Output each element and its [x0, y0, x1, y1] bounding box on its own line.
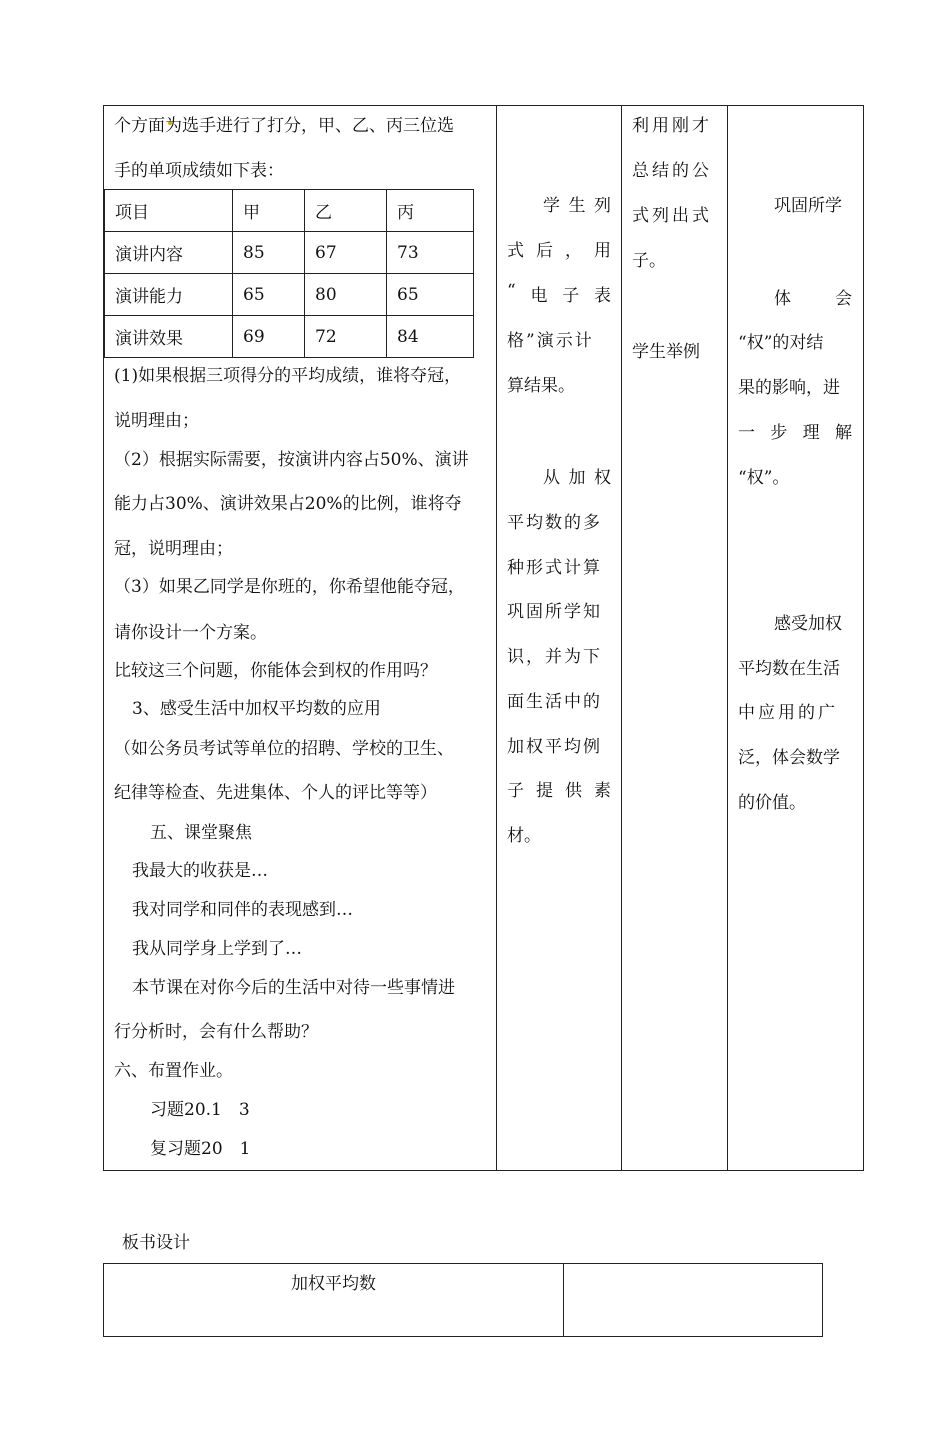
text-line: 利用刚才: [632, 116, 712, 136]
text-line: 体 会: [774, 289, 852, 309]
focus-item: 我从同学身上学到了…: [132, 939, 302, 959]
score-cell: 84: [387, 316, 474, 358]
text-line: “ 电 子 表: [507, 281, 611, 306]
text-line: 平均数的多: [507, 513, 602, 533]
text-line: 学生举例: [632, 342, 700, 362]
process-column: [104, 106, 497, 1171]
text-line: 一 步 理 解: [738, 423, 852, 443]
question-3: （3）如果乙同学是你班的，你希望他能夺冠，: [114, 577, 465, 597]
text-line: “权”。: [738, 468, 790, 488]
text-line: 子 提 供 素: [507, 781, 611, 801]
header-cell: 甲: [233, 190, 305, 232]
score-cell: 65: [233, 274, 305, 316]
score-cell: 85: [233, 232, 305, 274]
board-main-cell: [104, 1264, 564, 1337]
header-cell: 乙: [305, 190, 387, 232]
teacher-activity-column: [622, 106, 728, 1171]
row-label: 演讲内容: [105, 232, 233, 274]
text-line: 从 加 权: [543, 468, 611, 488]
focus-item: 我对同学和同伴的表现感到…: [132, 900, 353, 920]
board-side-cell: [564, 1264, 823, 1337]
text-line: 中应用的广: [738, 703, 838, 723]
section-5-heading: 五、课堂聚焦: [150, 823, 252, 843]
board-design-title: 板书设计: [122, 1233, 190, 1253]
text-line: 材。: [507, 826, 541, 846]
focus-item-cont: 行分析时，会有什么帮助？: [114, 1022, 318, 1042]
score-cell: 67: [305, 232, 387, 274]
text-line: “权”的对结: [738, 333, 824, 353]
score-cell: 65: [387, 274, 474, 316]
text-line: 的价值。: [738, 793, 806, 813]
header-cell: 项目: [105, 190, 233, 232]
text-line: 平均数在生活: [738, 659, 840, 679]
score-table-header: [105, 190, 474, 232]
question-1: (1)如果根据三项得分的平均成绩，谁将夺冠，: [114, 366, 462, 386]
homework-item: 习题20.1 3: [150, 1100, 250, 1120]
text-line: 学 生 列: [543, 196, 611, 216]
focus-item: 本节课在对你今后的生活中对待一些事情进: [132, 978, 455, 998]
question-2-cont: 冠，说明理由；: [114, 539, 233, 559]
question-3-cont: 请你设计一个方案。: [114, 623, 267, 643]
text-line: 种形式计算: [507, 558, 602, 578]
score-cell: 72: [305, 316, 387, 358]
question-2-cont: 能力占30%、演讲效果占20%的比例，谁将夺: [114, 494, 462, 514]
compare-text: 比较这三个问题，你能体会到权的作用吗？: [114, 661, 437, 681]
text-line: 感受加权: [774, 614, 842, 634]
board-design-table: [103, 1263, 823, 1337]
table-row: [105, 274, 474, 316]
homework-item: 复习题20 1: [150, 1139, 251, 1159]
text-line: 面生活中的: [507, 692, 602, 712]
row-label: 演讲效果: [105, 316, 233, 358]
lesson-plan-table: [103, 105, 864, 1171]
header-cell: 丙: [387, 190, 474, 232]
focus-item: 我最大的收获是…: [132, 861, 268, 881]
text-line: 识，并为下: [507, 647, 602, 667]
text-line: 总结的公: [632, 161, 712, 181]
question-1-cont: 说明理由；: [114, 411, 199, 431]
text-line: 子。: [632, 251, 666, 271]
section-6-heading: 六、布置作业。: [114, 1061, 233, 1081]
text-line: 手的单项成绩如下表：: [114, 161, 284, 181]
text-line: 巩固所学: [774, 196, 842, 216]
text-line: 泛，体会数学: [738, 748, 840, 768]
question-2: （2）根据实际需要，按演讲内容占50%、演讲: [114, 450, 469, 470]
table-row: [105, 232, 474, 274]
text-line: 纪律等检查、先进集体、个人的评比等等）: [114, 783, 437, 803]
text-line: 加权平均例: [507, 737, 602, 757]
board-main-text: 加权平均数: [291, 1274, 376, 1294]
table-row: [105, 316, 474, 358]
student-activity-column: [497, 106, 622, 1171]
text-line: 果的影响，进: [738, 378, 840, 398]
score-cell: 73: [387, 232, 474, 274]
score-table: [104, 189, 474, 358]
text-line: 算结果。: [507, 376, 575, 396]
text-line: 巩固所学知: [507, 602, 602, 622]
row-label: 演讲能力: [105, 274, 233, 316]
score-cell: 80: [305, 274, 387, 316]
text-line: 个方面为选手进行了打分，甲、乙、丙三位选: [114, 116, 454, 136]
score-cell: 69: [233, 316, 305, 358]
section-3-heading: 3、感受生活中加权平均数的应用: [132, 699, 381, 719]
text-line: 式 后 ， 用: [507, 241, 611, 261]
text-line: 式列出式: [632, 206, 712, 226]
design-intent-column: [728, 106, 864, 1171]
text-line: 格”演示计: [507, 331, 594, 351]
text-line: （如公务员考试等单位的招聘、学校的卫生、: [114, 739, 454, 759]
